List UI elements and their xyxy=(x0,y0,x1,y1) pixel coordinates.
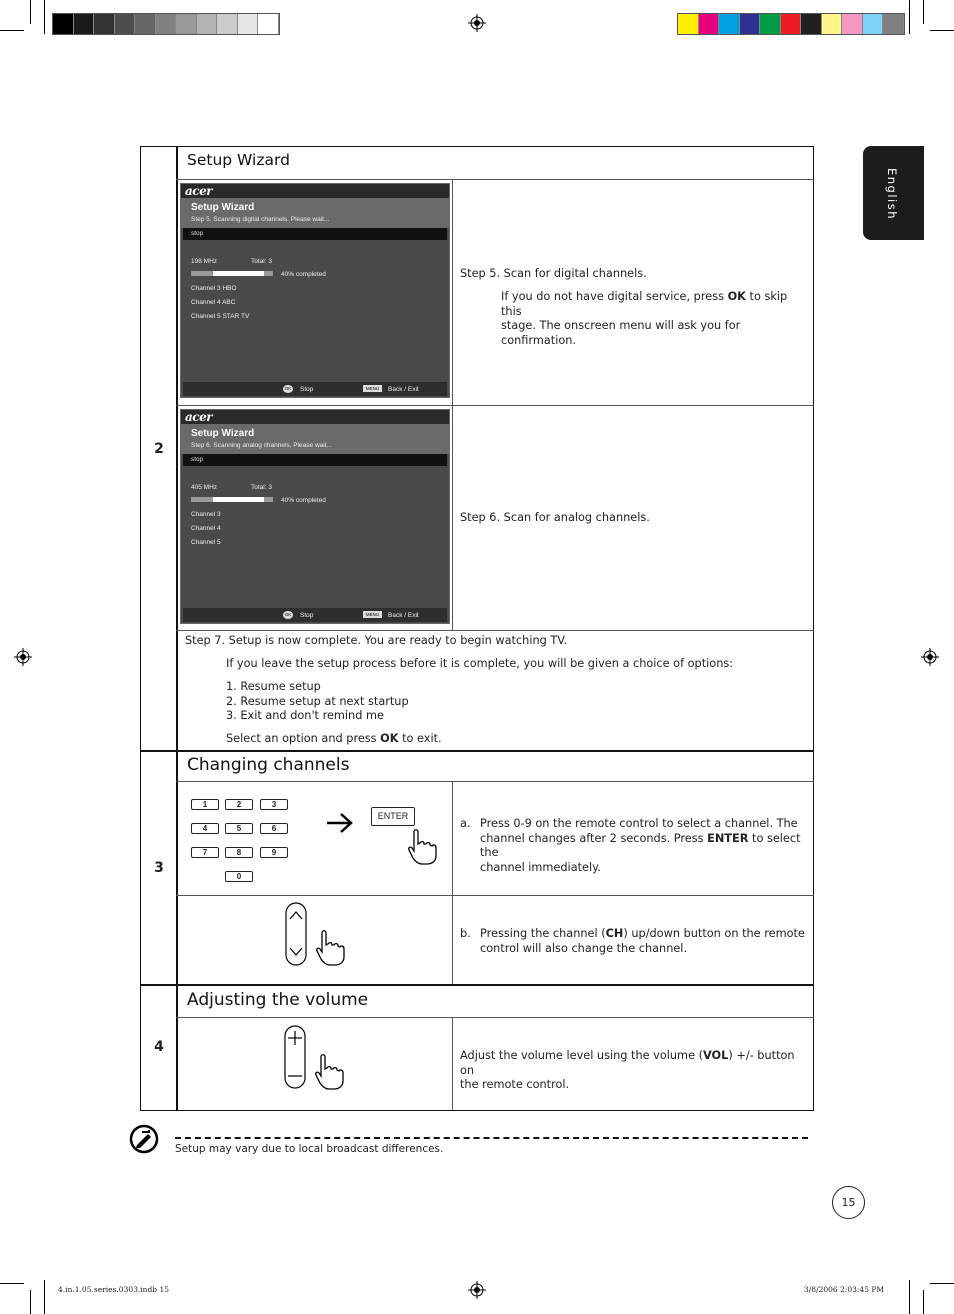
gray-calibration-bar xyxy=(52,13,280,35)
progress-text: 40% completed xyxy=(281,271,326,278)
color-swatch xyxy=(883,14,904,34)
keypad-key: 5 xyxy=(225,823,253,834)
ok-button-icon: OK xyxy=(284,386,292,391)
pointing-hand-icon xyxy=(313,1053,347,1091)
color-swatch xyxy=(822,14,843,34)
channel-item: Channel 5 xyxy=(191,539,221,546)
option-item: 2. Resume setup at next startup xyxy=(226,695,409,708)
keypad-key: 6 xyxy=(260,823,288,834)
color-swatch xyxy=(781,14,802,34)
volume-plus-minus-button-icon xyxy=(284,1025,306,1089)
back-exit-hint: Back / Exit xyxy=(388,386,419,393)
gray-swatch xyxy=(74,14,95,34)
step7-text: Step 7. Setup is now complete. You are ready to begin watching TV. xyxy=(185,634,568,647)
screen-title: Setup Wizard xyxy=(191,202,255,213)
keypad-key: 0 xyxy=(225,871,253,882)
ok-button-icon: OK xyxy=(284,612,292,617)
arrow-right-icon xyxy=(326,812,354,834)
section-divider xyxy=(140,750,814,752)
tv-screen-digital-scan xyxy=(180,183,450,398)
gray-swatch xyxy=(258,14,279,34)
keypad-key: 3 xyxy=(260,799,288,810)
section-number: 3 xyxy=(154,860,164,876)
acer-logo: acer xyxy=(185,184,213,198)
keypad-key: 1 xyxy=(191,799,219,810)
color-swatch xyxy=(760,14,781,34)
language-tab-label: English xyxy=(885,168,899,221)
back-exit-hint: Back / Exit xyxy=(388,612,419,619)
keypad-key: 8 xyxy=(225,847,253,858)
progress-text: 40% completed xyxy=(281,497,326,504)
color-swatch xyxy=(740,14,761,34)
acer-logo: acer xyxy=(185,410,213,424)
channel-item: Channel 3 HBO xyxy=(191,285,237,292)
channel-up-down-button-icon xyxy=(285,902,307,966)
gray-swatch xyxy=(238,14,259,34)
scan-progress-bar xyxy=(191,497,273,502)
column-divider xyxy=(452,1017,453,1110)
keypad-key: 4 xyxy=(191,823,219,834)
page-number: 15 xyxy=(832,1186,865,1219)
column-divider xyxy=(452,781,453,984)
row-divider xyxy=(176,781,814,782)
channel-item: Channel 3 xyxy=(191,511,221,518)
option-item: 3. Exit and don't remind me xyxy=(226,709,384,722)
stop-hint: Stop xyxy=(300,612,314,619)
print-slug-file: 4.in.1.05.series.0303.indb 15 xyxy=(58,1285,170,1294)
total-count: Total: 3 xyxy=(251,484,272,491)
channel-item: Channel 5 STAR TV xyxy=(191,313,250,320)
step-a-marker: a. xyxy=(460,817,471,830)
pointing-hand-icon xyxy=(406,828,440,866)
frequency: 198 MHz xyxy=(191,258,218,265)
section-title: Adjusting the volume xyxy=(187,990,369,1010)
step-b-text: Pressing the channel (CH) up/down button on the remote control will also change the channel. xyxy=(480,927,805,955)
keypad-key: 2 xyxy=(225,799,253,810)
print-slug-date: 3/8/2006 2:03:45 PM xyxy=(804,1285,885,1294)
step7-note: If you leave the setup process before it is complete, you will be given a choice of options: xyxy=(226,657,734,670)
select-option-text: Select an option and press OK to exit. xyxy=(226,732,442,745)
scan-progress-bar xyxy=(191,271,273,276)
row-divider xyxy=(176,179,814,180)
note-icon xyxy=(129,1124,159,1154)
row-divider xyxy=(176,895,814,896)
row-divider xyxy=(176,405,814,406)
color-swatch xyxy=(842,14,863,34)
note-divider xyxy=(175,1137,808,1139)
gray-swatch xyxy=(94,14,115,34)
tv-screen-analog-scan xyxy=(180,409,450,624)
registration-mark-icon xyxy=(14,648,32,666)
column-divider xyxy=(452,179,453,630)
menu-button-icon: MENU xyxy=(363,385,382,392)
step6-text: Step 6. Scan for analog channels. xyxy=(460,511,650,524)
stop-hint: Stop xyxy=(300,386,314,393)
enter-key: ENTER xyxy=(371,807,415,826)
section-title: Changing channels xyxy=(187,755,350,775)
registration-mark-icon xyxy=(468,1281,486,1299)
channel-item: Channel 4 xyxy=(191,525,221,532)
gray-swatch xyxy=(115,14,136,34)
row-divider xyxy=(176,1017,814,1018)
frequency: 405 MHz xyxy=(191,484,218,491)
row-divider xyxy=(176,630,814,631)
section-divider xyxy=(140,984,814,986)
registration-mark-icon xyxy=(468,14,486,32)
color-swatch xyxy=(863,14,884,34)
step5-text: Step 5. Scan for digital channels. xyxy=(460,267,647,280)
channel-item: Channel 4 ABC xyxy=(191,299,236,306)
language-tab xyxy=(863,146,924,240)
total-count: Total: 3 xyxy=(251,258,272,265)
screen-title: Setup Wizard xyxy=(191,428,255,439)
gray-swatch xyxy=(176,14,197,34)
color-swatch xyxy=(678,14,699,34)
keypad-key: 7 xyxy=(191,847,219,858)
step5-note: If you do not have digital service, press OK to skip this stage. The onscreen menu will ask you for confirmation. xyxy=(501,290,788,347)
gray-swatch xyxy=(197,14,218,34)
section-number: 2 xyxy=(154,441,164,457)
gray-swatch xyxy=(217,14,238,34)
pointing-hand-icon xyxy=(314,929,348,967)
stop-item: stop xyxy=(191,456,204,463)
screen-subtitle: Step 6. Scanning analog channels, Please wait... xyxy=(191,442,332,449)
note-text: Setup may vary due to local broadcast differences. xyxy=(175,1143,444,1155)
gray-swatch xyxy=(135,14,156,34)
color-swatch xyxy=(719,14,740,34)
color-calibration-bar xyxy=(677,13,905,35)
step-a-text: Press 0-9 on the remote control to select a channel. The channel changes after 2 seconds. Press ENTER to select the channel immediately. xyxy=(480,817,801,874)
registration-mark-icon xyxy=(921,648,939,666)
menu-button-icon: MENU xyxy=(363,611,382,618)
step-b-marker: b. xyxy=(460,927,471,940)
stop-item: stop xyxy=(191,230,204,237)
gray-swatch xyxy=(53,14,74,34)
volume-text: Adjust the volume level using the volume (VOL) +/- button on the remote control. xyxy=(460,1049,795,1092)
option-item: 1. Resume setup xyxy=(226,680,321,693)
screen-subtitle: Step 5. Scanning digital channels. Please wait... xyxy=(191,216,330,223)
keypad-key: 9 xyxy=(260,847,288,858)
color-swatch xyxy=(801,14,822,34)
color-swatch xyxy=(699,14,720,34)
section-title: Setup Wizard xyxy=(187,151,290,169)
number-column-divider xyxy=(176,146,178,1111)
gray-swatch xyxy=(156,14,177,34)
section-number: 4 xyxy=(154,1039,164,1055)
